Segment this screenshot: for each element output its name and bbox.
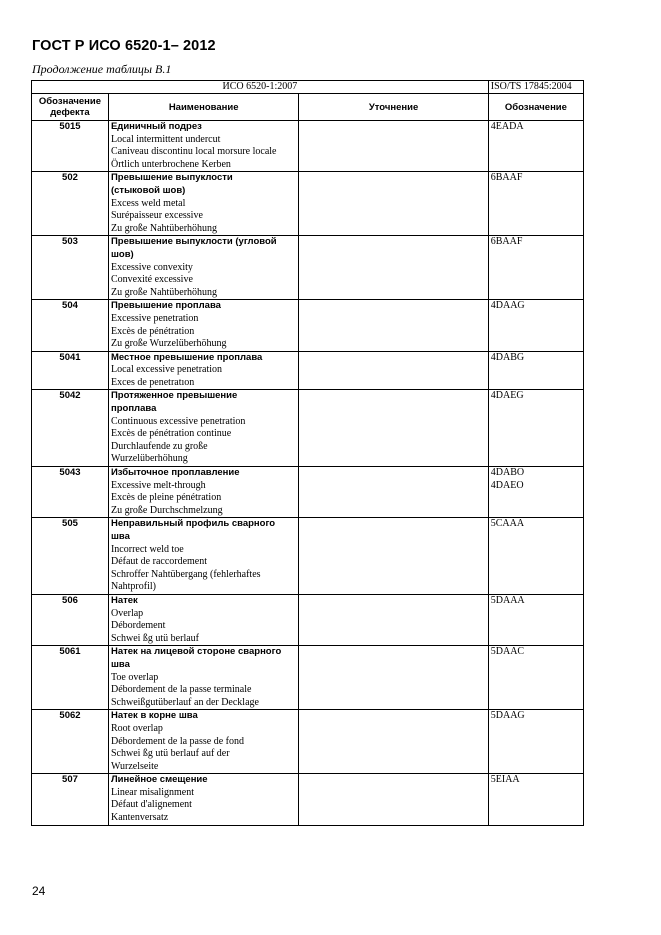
defect-name-translation: Défaut d'alignement [110,799,192,811]
defect-name-translation: Local intermittent undercut [110,133,221,145]
defect-rows [32,121,584,826]
designation-code: 4EADA [490,121,524,132]
defect-designation [488,594,583,645]
defect-name-ru: Натек в корне шва [110,710,198,722]
defect-spec [299,390,488,467]
defect-name [108,121,298,172]
defect-designation [488,646,583,710]
table-caption: Продолжение таблицы В.1 [32,62,172,76]
defect-designation [488,351,583,390]
defect-name-translation: Zu große Nahtüberhöhung [110,222,218,234]
table-row [32,300,584,351]
defect-name-translation: Excessive penetration [110,312,199,324]
defect-name-translation: Défaut de raccordement [110,556,208,568]
designation-code: 5EIAA [490,774,520,786]
defect-designation [488,467,583,518]
page-number: 24 [32,884,46,898]
defect-name-ru: Натек [110,594,138,606]
defect-name-translation: Root overlap [110,722,163,734]
defect-code: 503 [32,236,109,300]
defect-name-ru: проплава [110,403,157,415]
header-name: Наименование [108,94,298,121]
defect-name-translation: Zu große Wurzelüberhöhung [110,338,227,350]
table-row [32,594,584,645]
defect-code: 5062 [32,710,109,774]
designation-code: 4DAAG [490,300,525,312]
defect-code: 5015 [32,121,109,172]
defect-name-ru: (стыковой шов) [110,184,186,196]
defect-name [108,774,298,825]
defect-name-translation: Excès de pleine pénétration [110,492,222,504]
header-code: Обозначение дефекта [32,94,109,121]
defect-name-translation: Örtlich unterbrochene Kerben [110,158,231,170]
defect-designation [488,172,583,236]
standards-row [32,81,584,94]
defect-spec [299,236,488,300]
defect-designation [488,121,583,172]
defect-name [108,518,298,595]
defect-name [108,594,298,645]
defect-name-translation: Schroffer Nahtübergang (fehlerhaftes [110,568,261,580]
table-row [32,710,584,774]
designation-code: 4DAEG [490,390,524,402]
defect-name-ru: шва [110,658,130,670]
table-row [32,774,584,825]
designation-code: 4DAEO [490,479,524,491]
defect-name-translation: Excès de pénétration [110,325,195,337]
designation-code: 4DABO [490,467,525,479]
defect-name-translation: Local excessive penetration [110,364,223,376]
defect-designation [488,710,583,774]
defect-name-ru: Превышение выпуклости [110,172,233,184]
table-row [32,390,584,467]
designation-code: 5DAAA [490,594,525,606]
defect-name-translation: Débordement de la passe terminale [110,684,252,696]
designation-code: 4DABG [490,351,525,363]
defect-spec [299,594,488,645]
table-row [32,121,584,172]
defect-designation [488,390,583,467]
designation-code: 5DAAG [490,710,525,722]
defect-spec [299,646,488,710]
defect-name-ru: Превышение выпуклости (угловой [110,236,277,248]
header-spec: Уточнение [299,94,488,121]
defect-name-translation: Schwei ßg utü berlauf [110,632,200,644]
defect-name-translation: Durchlaufende zu große [110,440,208,452]
designation-code: 5CAAA [490,518,525,530]
defect-name-translation: Zu große Durchschmelzung [110,504,223,516]
table-row [32,172,584,236]
table-row [32,467,584,518]
defect-code: 5043 [32,467,109,518]
defect-designation [488,300,583,351]
defect-name-translation: Wurzelseite [110,760,159,772]
defects-table [31,80,584,826]
table-row [32,646,584,710]
defect-name-ru: Протяженное превышение [110,390,238,402]
defect-name [108,236,298,300]
defect-designation [488,518,583,595]
defect-spec [299,121,488,172]
defect-code: 506 [32,594,109,645]
defect-name-ru: шов) [110,248,134,260]
defect-name-ru: Избыточное проплавление [110,467,240,479]
defect-name-translation: Toe overlap [110,671,159,683]
defect-name-ru: шва [110,531,130,542]
defect-name-translation: Excessive convexity [110,261,193,273]
document-header: ГОСТ Р ИСО 6520-1– 2012 [32,38,216,54]
table-row [32,351,584,390]
defect-name-ru: Единичный подрез [110,121,202,132]
defect-code: 5042 [32,390,109,467]
defect-name [108,300,298,351]
table-row [32,518,584,595]
header-designation: Обозначение [488,94,583,121]
designation-code: 5DAAC [490,646,525,658]
defect-code: 507 [32,774,109,825]
defect-spec [299,774,488,825]
defect-code: 505 [32,518,109,595]
defect-designation [488,236,583,300]
defect-name [108,390,298,467]
defect-spec [299,172,488,236]
defect-name-translation: Convexité excessive [110,274,193,286]
defect-name-translation: Zu große Nahtüberhöhung [110,286,218,298]
defect-code: 504 [32,300,109,351]
defect-name-translation: Kantenversatz [110,812,169,824]
defect-name-translation: Schwei ßg utü berlauf auf der [110,748,230,760]
defect-name-translation: Débordement [110,620,166,632]
defect-name-translation: Surépaisseur excessive [110,210,203,222]
defect-name-translation: Caniveau discontinu local morsure locale [110,146,277,158]
defect-designation [488,774,583,825]
table-row [32,236,584,300]
defect-name-translation: Linear misalignment [110,786,195,798]
defect-name-ru: Линейное смещение [110,774,208,786]
designation-code: 6BAAF [490,172,523,184]
defect-name-ru: Неправильный профиль сварного [110,518,276,530]
defect-code: 5041 [32,351,109,390]
defect-name-translation: Excessive melt-through [110,479,206,491]
designation-code: 6BAAF [490,236,523,248]
iso-standard-cell: ИСО 6520-1:2007 [32,81,489,94]
defect-name-translation: Overlap [110,607,144,619]
defect-name [108,172,298,236]
defect-name-translation: Exces de penetratıon [110,376,195,388]
defect-name-translation: Nahtprofil) [110,581,156,593]
defect-name-ru: Превышение проплава [110,300,221,312]
defect-name-ru: Натек на лицевой стороне сварного [110,646,282,658]
defect-name [108,646,298,710]
defect-name-translation: Excès de pénétration continue [110,428,232,440]
defect-spec [299,518,488,595]
defect-name-translation: Schweißgutüberlauf an der Decklage [110,696,259,708]
defect-code: 502 [32,172,109,236]
defect-name-translation: Débordement de la passe de fond [110,735,244,747]
defect-name-ru: Местное превышение проплава [110,351,263,363]
column-header-row [32,94,584,121]
defect-spec [299,351,488,390]
defect-name-translation: Continuous excessive penetration [110,415,246,427]
defect-code: 5061 [32,646,109,710]
defect-spec [299,710,488,774]
defect-name [108,467,298,518]
defect-name-translation: Incorrect weld toe [110,543,184,555]
defect-name [108,710,298,774]
defect-name [108,351,298,390]
defect-name-translation: Wurzelüberhöhung [110,453,188,465]
defect-spec [299,467,488,518]
defect-spec [299,300,488,351]
defect-name-translation: Excess weld metal [110,197,186,209]
iso-ts-standard-cell: ISO/TS 17845:2004 [488,81,583,94]
